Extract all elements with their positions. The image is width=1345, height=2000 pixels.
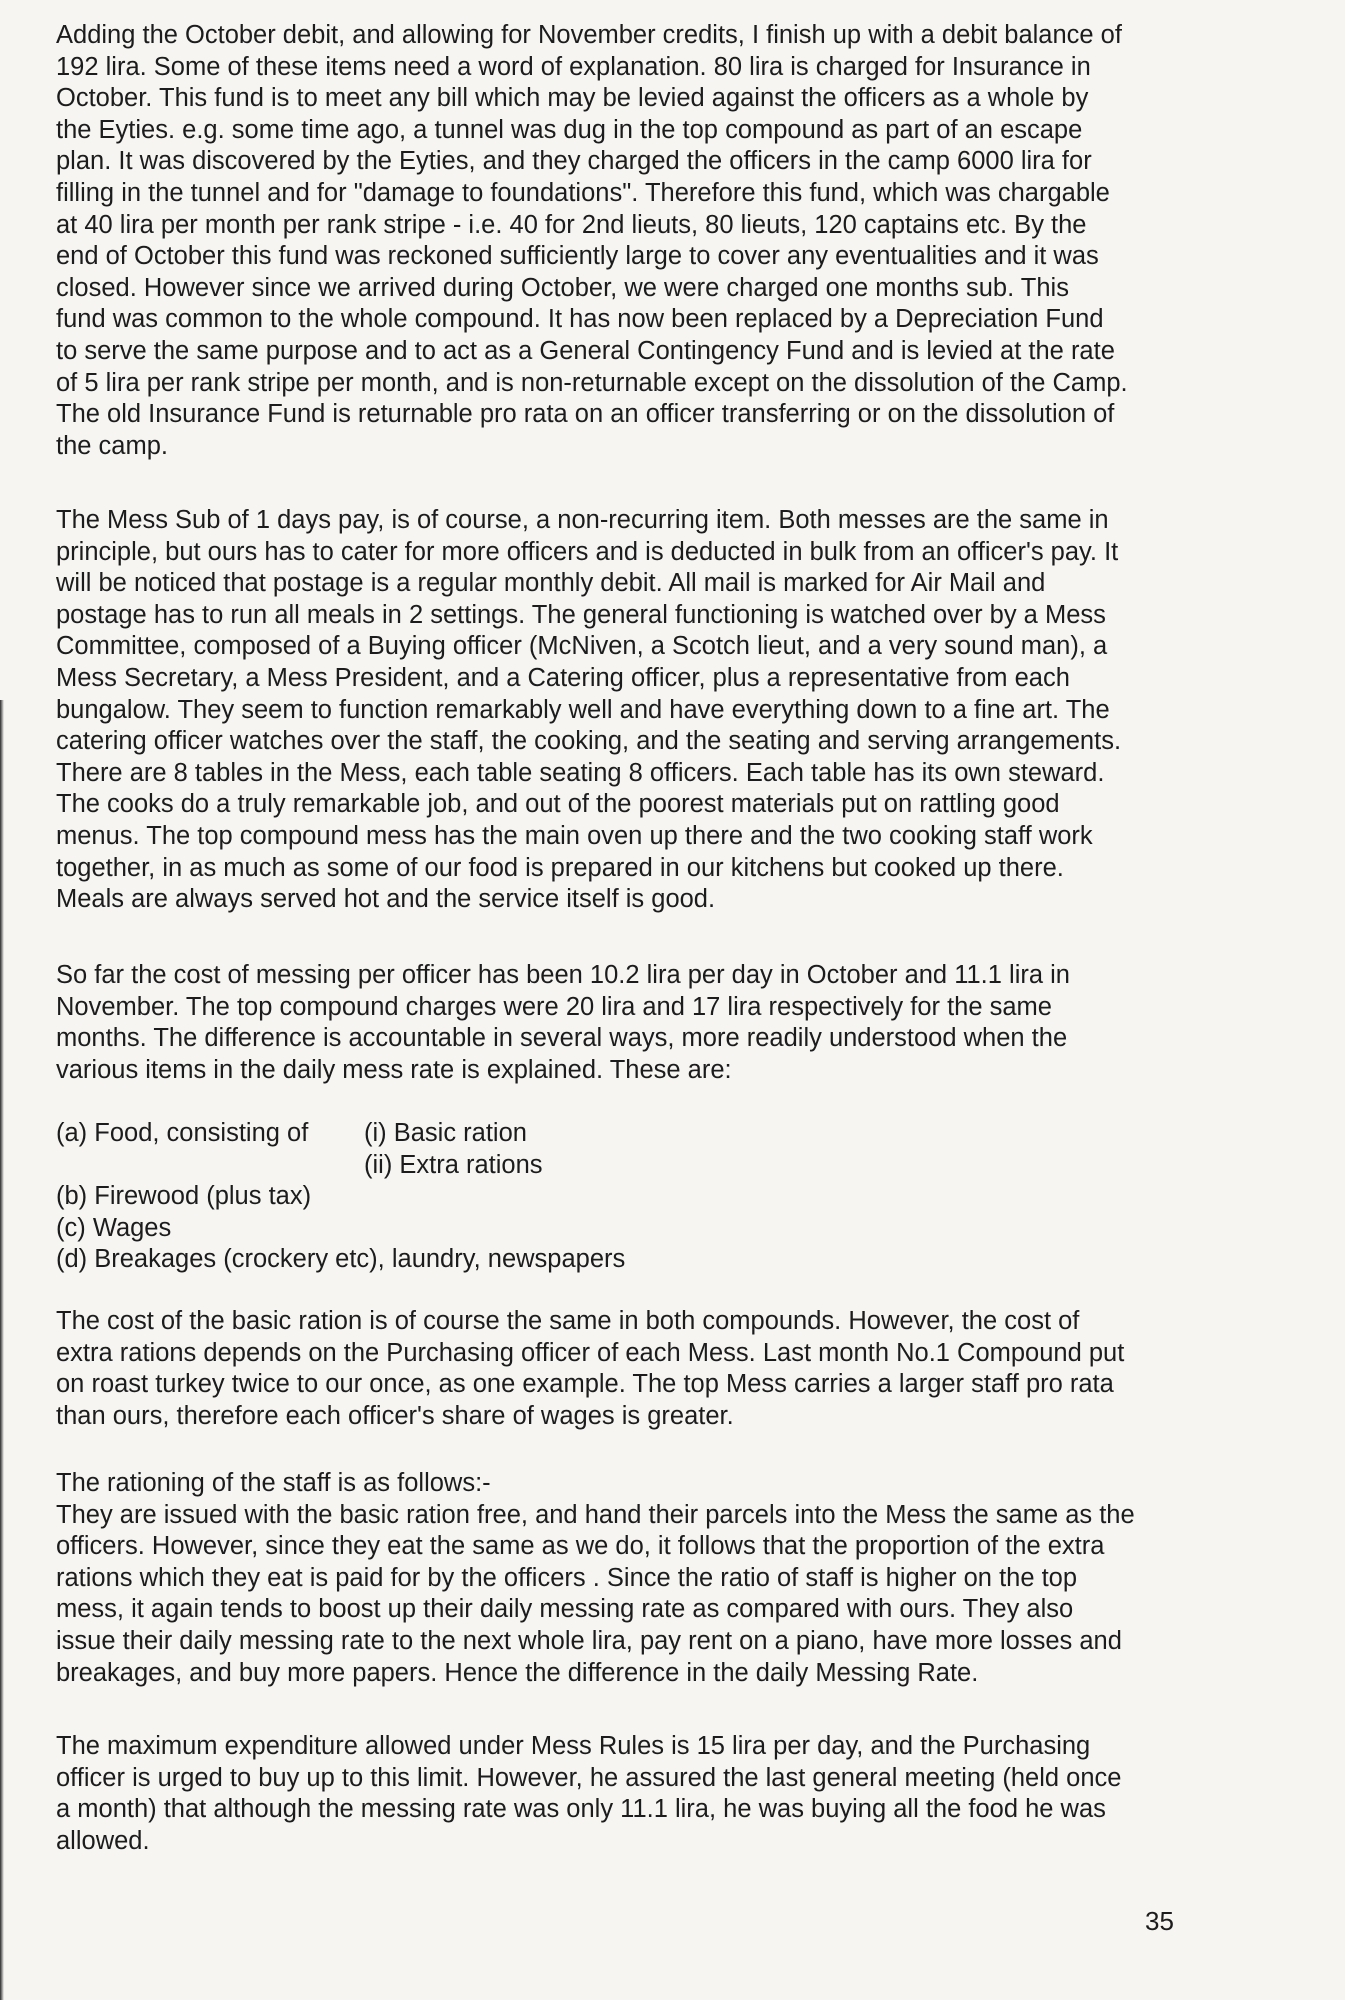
text-line: fund was common to the whole compound. It has now been replaced by a Depreciation Fund (56, 305, 1104, 334)
text-line: rations which they eat is paid for by the officers . Since the ratio of staff is higher on the top (56, 1563, 1078, 1592)
text-line: So far the cost of messing per officer has been 10.2 lira per day in October and 11.1 lira in (56, 961, 1070, 989)
text-line: filling in the tunnel and for "damage to foundations". Therefore this fund, which was chargable (56, 178, 1110, 207)
paragraph-staff-rationing (56, 1468, 1135, 1689)
text-line: The maximum expenditure allowed under Mess Rules is 15 lira per day, and the Purchasing (56, 1732, 1091, 1760)
text-line: issue their daily messing rate to the next whole lira, pay rent on a piano, have more losses and (56, 1626, 1122, 1655)
text-line: menus. The top compound mess has the main oven up there and the two cooking staff work (56, 821, 1093, 850)
list-item-label: (a) Food, consisting of (56, 1119, 309, 1147)
text-line: plan. It was discovered by the Eyties, and they charged the officers in the camp 6000 lira for (56, 147, 1092, 176)
list-item (56, 1118, 756, 1150)
text-line: The cost of the basic ration is of course the same in both compounds. However, the cost of (56, 1307, 1080, 1335)
paragraph-maximum-expenditure (56, 1731, 1121, 1857)
text-line: than ours, therefore each officer's share of wages is greater. (56, 1401, 734, 1430)
text-line: mess, it again tends to boost up their daily messing rate as compared with ours. They also (56, 1595, 1074, 1624)
text-line: The old Insurance Fund is returnable pro rata on an officer transferring or on the dissolution of (56, 400, 1115, 429)
text-line: the Eyties. e.g. some time ago, a tunnel was dug in the top compound as part of an escape (56, 115, 1083, 144)
text-line: There are 8 tables in the Mess, each table seating 8 officers. Each table has its own steward. (56, 758, 1105, 787)
text-line: closed. However since we arrived during October, we were charged one months sub. This (56, 273, 1069, 302)
text-line: at 40 lira per month per rank stripe - i.e. 40 for 2nd lieuts, 80 lieuts, 120 captains etc. By the (56, 210, 1087, 239)
text-line: extra rations depends on the Purchasing officer of each Mess. Last month No.1 Compound put (56, 1338, 1125, 1367)
text-line: officers. However, since they eat the same as we do, it follows that the proportion of the extra (56, 1532, 1105, 1561)
text-line: the camp. (56, 431, 168, 460)
list-item-label: (d) Breakages (crockery etc), laundry, newspapers (56, 1245, 626, 1274)
text-line: breakages, and buy more papers. Hence the difference in the daily Messing Rate. (56, 1658, 979, 1687)
text-line: Adding the October debit, and allowing for November credits, I finish up with a debit balance of (56, 21, 1122, 49)
paragraph-basic-ration-cost (56, 1306, 1124, 1432)
list-item (56, 1181, 756, 1213)
text-line: of 5 lira per rank stripe per month, and is non-returnable except on the dissolution of the Camp. (56, 368, 1128, 397)
list-item (56, 1213, 756, 1245)
text-line: postage has to run all meals in 2 settings. The general functioning is watched over by a Mess (56, 600, 1106, 629)
text-line: The Mess Sub of 1 days pay, is of course, a non-recurring item. Both messes are the same in (56, 506, 1109, 534)
scan-edge-shadow (0, 700, 4, 2000)
text-line: end of October this fund was reckoned sufficiently large to cover any eventualities and it was (56, 242, 1099, 271)
text-line: catering officer watches over the staff, the cooking, and the seating and serving arrangements. (56, 727, 1122, 756)
text-line: Mess Secretary, a Mess President, and a Catering officer, plus a representative from each (56, 663, 1070, 692)
text-line: They are issued with the basic ration free, and hand their parcels into the Mess the same as the (56, 1500, 1135, 1529)
list-item (56, 1150, 756, 1182)
text-line: November. The top compound charges were 20 lira and 17 lira respectively for the same (56, 992, 1052, 1021)
text-line: October. This fund is to meet any bill which may be levied against the officers as a whole by (56, 84, 1089, 113)
text-line: allowed. (56, 1826, 150, 1855)
list-item-label: (c) Wages (56, 1213, 172, 1242)
text-line: together, in as much as some of our food is prepared in our kitchens but cooked up there. (56, 853, 1064, 882)
text-line: months. The difference is accountable in several ways, more readily understood when the (56, 1024, 1068, 1053)
text-line: will be noticed that postage is a regular monthly debit. All mail is marked for Air Mail and (56, 569, 1046, 598)
text-line: a month) that although the messing rate was only 11.1 lira, he was buying all the food he was (56, 1795, 1106, 1824)
text-line: various items in the daily mess rate is explained. These are: (56, 1055, 732, 1084)
list-item (56, 1244, 756, 1276)
text-line: 192 lira. Some of these items need a word of explanation. 80 lira is charged for Insurance in (56, 52, 1091, 81)
paragraph-mess-sub (56, 505, 1121, 916)
text-line: on roast turkey twice to our once, as one example. The top Mess carries a larger staff pro rata (56, 1370, 1114, 1399)
text-line: The rationing of the staff is as follows:- (56, 1469, 491, 1497)
list-item-label: (b) Firewood (plus tax) (56, 1182, 312, 1211)
mess-rate-items-list (56, 1118, 756, 1276)
paragraph-messing-cost (56, 960, 1070, 1086)
text-line: bungalow. They seem to function remarkably well and have everything down to a fine art. The (56, 695, 1110, 724)
text-line: to serve the same purpose and to act as a General Contingency Fund and is levied at the rate (56, 336, 1115, 365)
text-line: Committee, composed of a Buying officer (McNiven, a Scotch lieut, and a very sound man), a (56, 632, 1108, 661)
text-line: officer is urged to buy up to this limit. However, he assured the last general meeting (held once (56, 1763, 1122, 1792)
list-item-label (56, 1150, 364, 1182)
list-item-sublabel: (ii) Extra rations (364, 1150, 543, 1179)
list-item-sublabel: (i) Basic ration (364, 1119, 527, 1147)
text-line: principle, but ours has to cater for more officers and is deducted in bulk from an officer's pay. It (56, 537, 1119, 566)
paragraph-insurance-fund (56, 20, 1128, 462)
text-line: The cooks do a truly remarkable job, and out of the poorest materials put on rattling good (56, 790, 1060, 819)
text-line: Meals are always served hot and the service itself is good. (56, 885, 716, 914)
page-number: 35 (1145, 1906, 1174, 1936)
